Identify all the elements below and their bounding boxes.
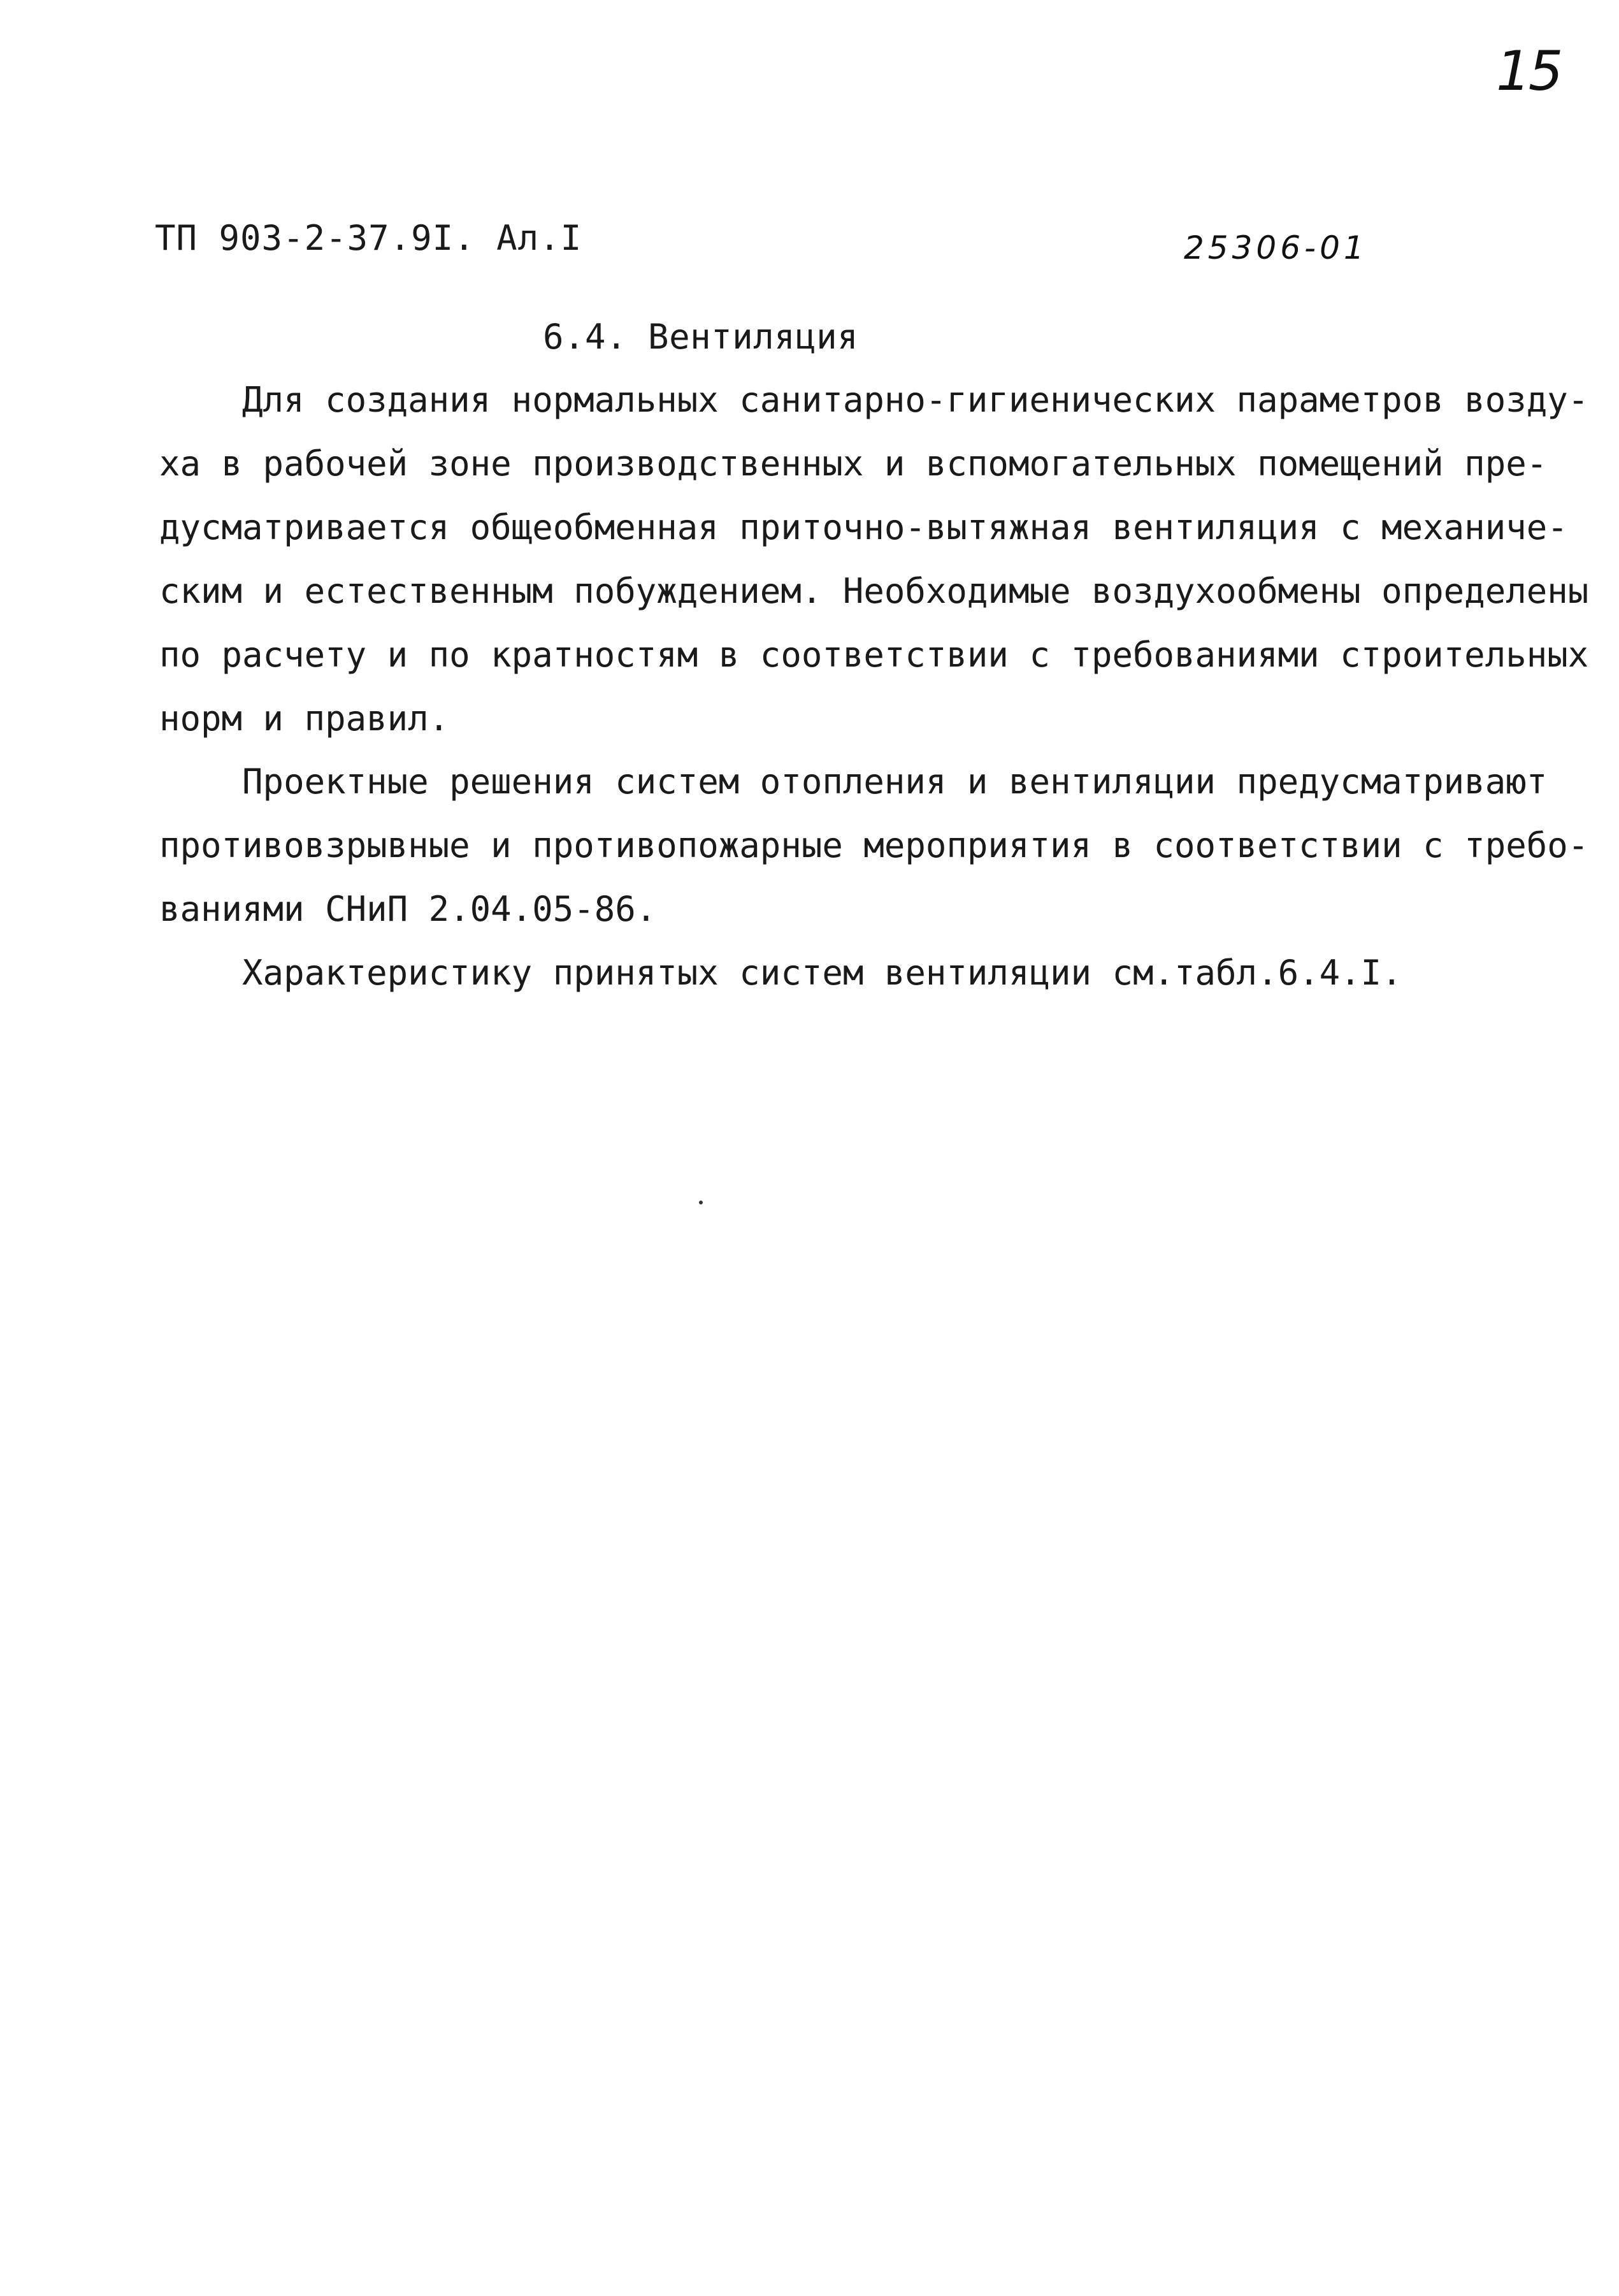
handwritten-inventory-number: 25306-01 <box>1184 229 1368 266</box>
text-line: Характеристику принятых систем вентиляции см.табл.6.4.I. <box>159 953 1402 993</box>
text-line: Проектные решения систем отопления и вентиляции предусматривают <box>159 762 1548 802</box>
handwritten-page-number: 15 <box>1496 40 1561 103</box>
text-line: Для создания нормальных санитарно-гигиенических параметров возду- <box>159 380 1589 420</box>
text-line: ским и естественным побуждением. Необходимые воздухообмены определены <box>159 571 1589 611</box>
text-line: ха в рабочей зоне производственных и вспомогательных помещений пре- <box>159 444 1548 484</box>
paragraph-ventilation-general <box>159 368 1589 751</box>
document-code: ТП 903-2-37.9I. Ал.I <box>155 218 582 258</box>
paragraph-fire-safety <box>159 750 1589 941</box>
section-heading: 6.4. Вентиляция <box>543 317 859 357</box>
text-line: норм и правил. <box>159 698 450 739</box>
text-line: противовзрывные и противопожарные мероприятия в соответствии с требо- <box>159 825 1589 865</box>
text-line: дусматривается общеобменная приточно-вытяжная вентиляция с механиче- <box>159 507 1568 547</box>
scan-speck <box>699 1201 703 1204</box>
text-line: по расчету и по кратностям в соответствии с требованиями строительных <box>159 635 1589 675</box>
paragraph-table-reference <box>159 941 1497 1005</box>
text-line: ваниями СНиП 2.04.05-86. <box>159 889 657 929</box>
